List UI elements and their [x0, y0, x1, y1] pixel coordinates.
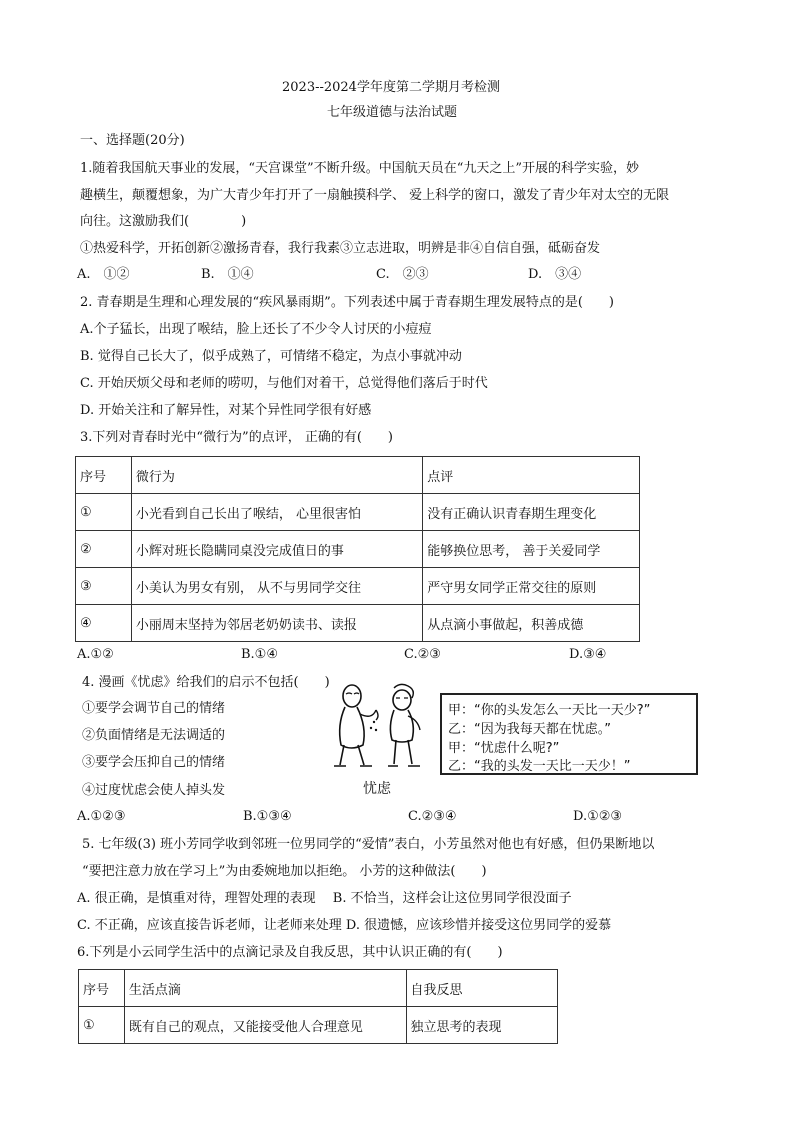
q3-option-d: D.③④	[569, 647, 607, 662]
dialog-line: 甲：“忧虑什么呢?”	[448, 741, 560, 756]
table-cell: 小丽周末坚持为邻居老奶奶读书、读报	[131, 605, 422, 642]
q1-stem-line2: 趣横生，颠覆想象，为广大青少年打开了一扇触摸科学、 爱上科学的窗口，激发了青少年对太空的无限	[80, 188, 670, 203]
exam-title: 2023--2024学年度第二学期月考检测	[282, 80, 500, 95]
q4-item-4: ④过度忧虑会使人掉头发	[82, 783, 226, 798]
q1-option-b: B. ①④	[201, 267, 254, 282]
cartoon-caption: 忧虑	[363, 781, 391, 797]
q2-stem: 2. 青春期是生理和心理发展的“疾风暴雨期”。下列表述中属于青春期生理发展特点的是( )	[80, 295, 614, 310]
table-cell: 小光看到自己长出了喉结， 心里很害怕	[131, 494, 422, 531]
table-cell: 独立思考的表现	[406, 1007, 558, 1044]
table-header-cell: 自我反思	[406, 970, 558, 1007]
q4-stem: 4. 漫画《忧虑》给我们的启示不包括( )	[82, 675, 330, 690]
table-cell: 能够换位思考， 善于关爱同学	[423, 531, 640, 568]
dialog-line: 乙：“因为我每天都在忧虑。”	[448, 722, 611, 737]
q1-option-d: D. ③④	[528, 267, 582, 282]
table-cell: ①	[76, 494, 132, 531]
table-cell: 小美认为男女有别， 从不与男同学交往	[131, 568, 422, 605]
table-row	[76, 531, 640, 568]
q4-item-2: ②负面情绪是无法调适的	[82, 728, 226, 743]
q2-option-a: A.个子猛长，出现了喉结，脸上还长了不少令人讨厌的小痘痘	[80, 322, 432, 337]
q2-option-d: D. 开始关注和了解异性，对某个异性同学很有好感	[80, 403, 372, 418]
q5-options-cd: C. 不正确，应该直接告诉老师，让老师来处理 D. 很遗憾，应该珍惜并接受这位男同学的爱慕	[77, 918, 612, 933]
cartoon-dialog-box	[440, 693, 698, 775]
exam-subtitle: 七年级道德与法治试题	[327, 105, 458, 120]
q4-option-b: B.①③④	[243, 809, 292, 824]
dialog-line: 甲：“你的头发怎么一天比一天少?”	[448, 703, 651, 718]
q4-option-c: C.②③④	[408, 809, 457, 824]
table-cell: 既有自己的观点，又能接受他人合理意见	[124, 1007, 406, 1044]
q2-option-c: C. 开始厌烦父母和老师的唠叨，与他们对着干，总觉得他们落后于时代	[80, 376, 488, 391]
q6-table	[78, 969, 558, 1044]
q3-stem: 3.下列对青春时光中“微行为”的点评， 正确的有( )	[80, 430, 393, 445]
table-header-cell: 序号	[79, 970, 125, 1007]
q5-stem-line2: “要把注意力放在学习上”为由委婉地加以拒绝。 小芳的这种做法( )	[82, 864, 487, 879]
table-header-row	[76, 457, 640, 494]
q3-option-a: A.①②	[77, 647, 114, 662]
q4-item-1: ①要学会调节自己的情绪	[82, 701, 226, 716]
table-row	[79, 1007, 558, 1044]
table-row	[76, 494, 640, 531]
q1-items: ①热爱科学，开拓创新②激扬青春，我行我素③立志进取，明辨是非④自信自强，砥砺奋发	[80, 241, 601, 256]
q5-stem-line1: 5. 七年级(3) 班小芳同学收到邻班一位男同学的“爱情”表白，小芳虽然对他也有好感，但仍果断地以	[82, 837, 655, 852]
q3-option-b: B.①④	[241, 647, 278, 662]
table-cell: 小辉对班长隐瞒同桌没完成值日的事	[131, 531, 422, 568]
q1-stem-line1: 1.随着我国航天事业的发展，“天宫课堂”不断升级。中国航天员在“九天之上”开展的科学实验，妙	[80, 161, 639, 176]
section-heading: 一、选择题(20分)	[80, 133, 185, 148]
table-header-cell: 点评	[423, 457, 640, 494]
q5-options-ab: A. 很正确，是慎重对待，理智处理的表现 B. 不恰当，这样会让这位男同学很没面子	[77, 891, 572, 906]
worried-men-cartoon-image	[330, 682, 436, 768]
table-cell: 从点滴小事做起，积善成德	[423, 605, 640, 642]
table-cell: ①	[79, 1007, 125, 1044]
table-row	[76, 605, 640, 642]
table-cell: 严守男女同学正常交往的原则	[423, 568, 640, 605]
q1-option-c: C. ②③	[376, 267, 429, 282]
q6-stem: 6.下列是小云同学生活中的点滴记录及自我反思，其中认识正确的有( )	[77, 945, 503, 960]
q2-option-b: B. 觉得自己长大了，似乎成熟了，可情绪不稳定，为点小事就冲动	[80, 349, 462, 364]
table-row	[76, 568, 640, 605]
table-header-cell: 序号	[76, 457, 132, 494]
table-cell: ④	[76, 605, 132, 642]
table-cell: 没有正确认识青春期生理变化	[423, 494, 640, 531]
q1-stem-line3: 向往。这激励我们( )	[80, 214, 247, 229]
q4-item-3: ③要学会压抑自己的情绪	[82, 755, 226, 770]
q4-option-a: A.①②③	[77, 809, 126, 824]
table-cell: ③	[76, 568, 132, 605]
table-cell: ②	[76, 531, 132, 568]
q3-table	[75, 456, 640, 642]
q4-option-d: D.①②③	[573, 809, 623, 824]
q3-option-c: C.②③	[404, 647, 441, 662]
table-header-cell: 生活点滴	[124, 970, 406, 1007]
table-header-row	[79, 970, 558, 1007]
q1-option-a: A. ①②	[77, 267, 130, 282]
dialog-line: 乙：“我的头发一天比一天少！”	[448, 759, 631, 774]
table-header-cell: 微行为	[131, 457, 422, 494]
